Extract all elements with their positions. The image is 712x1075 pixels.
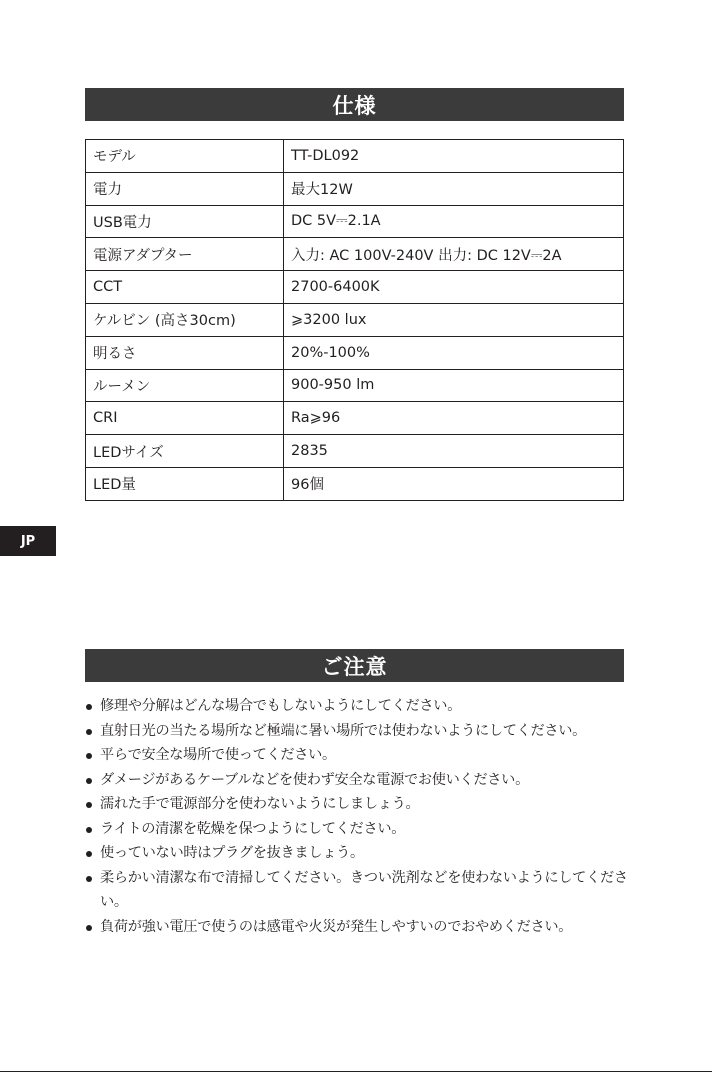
- table-row: [86, 435, 624, 468]
- list-item: 平らで安全な場所で使ってください。: [85, 743, 645, 768]
- spec-value: 2835: [284, 435, 624, 468]
- spec-label: LEDサイズ: [86, 435, 284, 468]
- spec-label: CRI: [86, 402, 284, 435]
- spec-label: ケルビン (高さ30cm): [86, 303, 284, 336]
- spec-table: [85, 139, 624, 501]
- caution-list: [85, 694, 645, 939]
- language-tab: JP: [0, 526, 56, 556]
- spec-value: 900-950 lm: [284, 369, 624, 402]
- table-row: [86, 336, 624, 369]
- bottom-divider: [0, 1071, 712, 1072]
- spec-label: 明るさ: [86, 336, 284, 369]
- table-row: [86, 271, 624, 304]
- spec-value: 最大12W: [284, 172, 624, 205]
- spec-value: TT-DL092: [284, 140, 624, 173]
- spec-section-title: 仕様: [85, 88, 624, 121]
- spec-value: 2700-6400K: [284, 271, 624, 304]
- table-row: [86, 172, 624, 205]
- table-row: [86, 140, 624, 173]
- table-row: [86, 467, 624, 500]
- list-item: ダメージがあるケーブルなどを使わず安全な電源でお使いください。: [85, 768, 645, 793]
- spec-label: USB電力: [86, 205, 284, 238]
- table-row: [86, 205, 624, 238]
- spec-value: 96個: [284, 467, 624, 500]
- table-row: [86, 369, 624, 402]
- list-item: ライトの清潔を乾燥を保つようにしてください。: [85, 817, 645, 842]
- spec-value: 入力: AC 100V-240V 出力: DC 12V⎓2A: [284, 238, 624, 271]
- table-row: [86, 303, 624, 336]
- spec-value: DC 5V⎓2.1A: [284, 205, 624, 238]
- spec-label: 電力: [86, 172, 284, 205]
- spec-label: ルーメン: [86, 369, 284, 402]
- spec-value: 20%-100%: [284, 336, 624, 369]
- spec-label: モデル: [86, 140, 284, 173]
- spec-value: Ra⩾96: [284, 402, 624, 435]
- table-row: [86, 402, 624, 435]
- spec-label: CCT: [86, 271, 284, 304]
- list-item: 直射日光の当たる場所など極端に暑い場所では使わないようにしてください。: [85, 719, 645, 744]
- list-item: 使っていない時はプラグを抜きましょう。: [85, 841, 645, 866]
- list-item: 負荷が強い電圧で使うのは感電や火災が発生しやすいのでおやめください。: [85, 915, 645, 940]
- spec-value: ⩾3200 lux: [284, 303, 624, 336]
- spec-label: 電源アダプター: [86, 238, 284, 271]
- caution-section-title: ご注意: [85, 649, 624, 682]
- spec-label: LED量: [86, 467, 284, 500]
- table-row: [86, 238, 624, 271]
- list-item: 修理や分解はどんな場合でもしないようにしてください。: [85, 694, 645, 719]
- list-item: 柔らかい清潔な布で清掃してください。きつい洗剤などを使わないようにしてください。: [85, 866, 645, 915]
- list-item: 濡れた手で電源部分を使わないようにしましょう。: [85, 792, 645, 817]
